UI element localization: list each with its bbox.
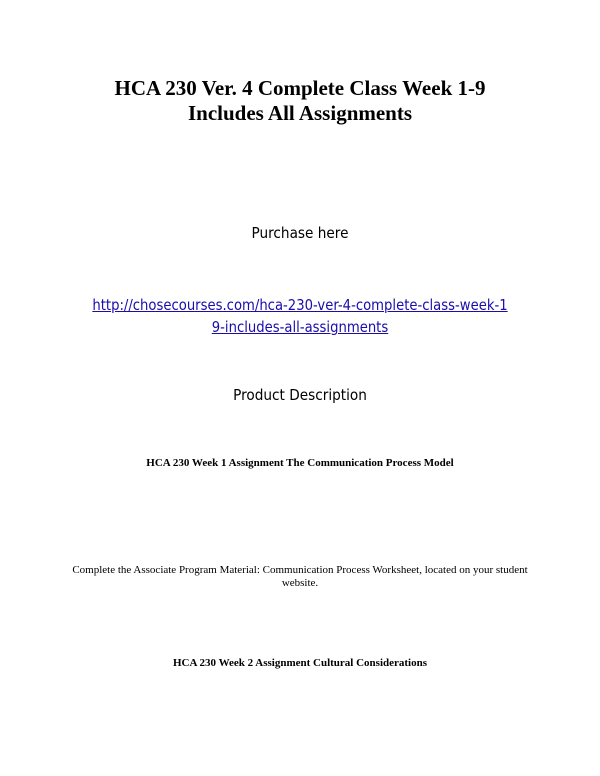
document-title — [40, 76, 560, 126]
purchase-link[interactable] — [71, 294, 529, 338]
week1-assignment-heading: HCA 230 Week 1 Assignment The Communication Process Model — [146, 457, 454, 469]
week1-assignment-text: Complete the Associate Program Material: Communication Process Worksheet, located on your student website. — [72, 564, 528, 589]
product-description-label: Product Description — [233, 386, 367, 404]
week2-assignment-heading: HCA 230 Week 2 Assignment Cultural Considerations — [172, 657, 428, 669]
purchase-label: Purchase here — [251, 224, 349, 242]
document-title-line-2: Includes All Assignments — [187, 101, 413, 125]
purchase-link-line-1[interactable]: http://chosecourses.com/hca-230-ver-4-complete-class-week-1 — [92, 296, 508, 314]
document-title-line-1: HCA 230 Ver. 4 Complete Class Week 1-9 — [114, 76, 486, 100]
purchase-link-line-2[interactable]: 9-includes-all-assignments — [211, 318, 389, 336]
